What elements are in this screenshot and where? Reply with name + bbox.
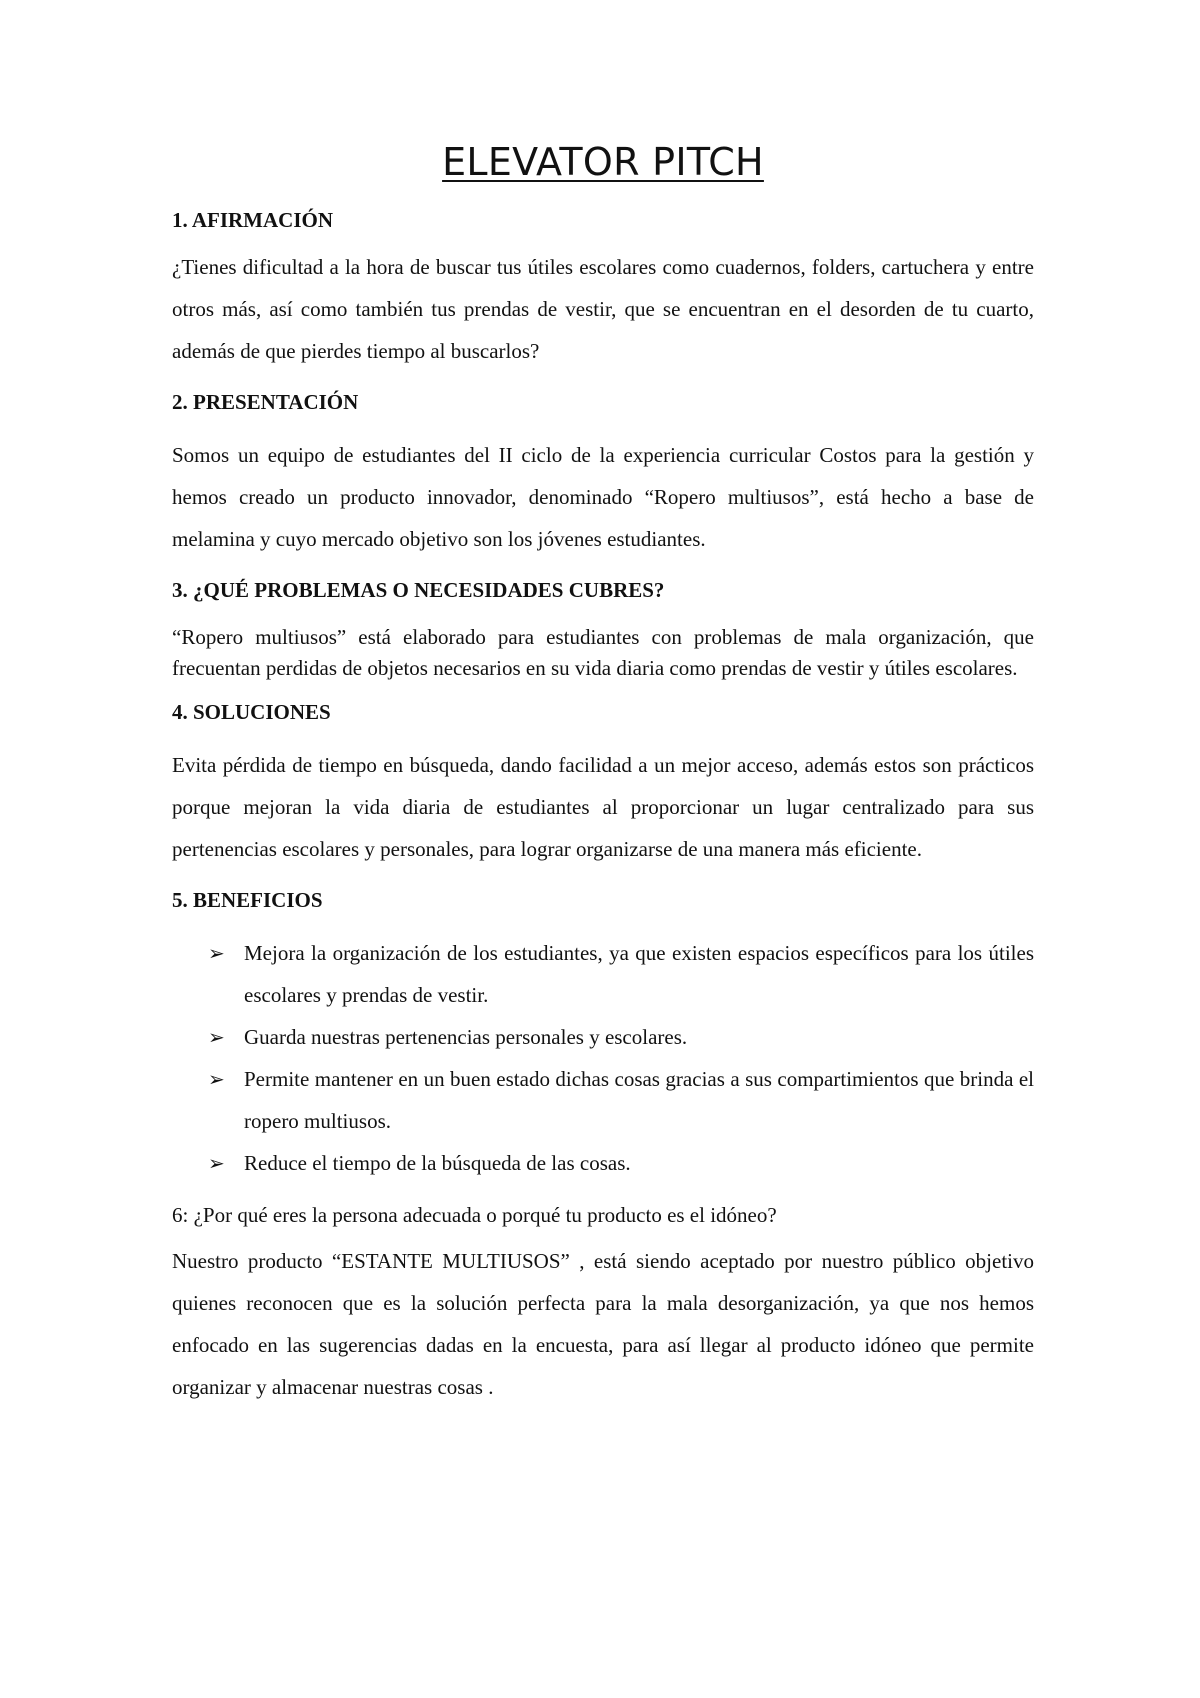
list-item-text: Permite mantener en un buen estado dichas cosas gracias a sus compartimientos que brinda el ropero multiusos. (244, 1067, 1034, 1133)
list-item (172, 932, 1034, 1016)
section-heading-soluciones: 4. SOLUCIONES (172, 700, 331, 724)
arrow-bullet-icon: ➢ (208, 1067, 225, 1091)
arrow-bullet-icon: ➢ (208, 941, 225, 965)
document-title: ELEVATOR PITCH (442, 140, 764, 184)
section-heading-beneficios: 5. BENEFICIOS (172, 888, 323, 912)
list-item (172, 1058, 1034, 1142)
section-text-afirmacion: ¿Tienes dificultad a la hora de buscar tus útiles escolares como cuadernos, folders, cartuchera y entre otros más, así como también tus prendas de vestir, que se encuentran en el desorden de tu cuarto, además de que pierdes tiempo al buscarlos? (172, 255, 1034, 363)
list-item (172, 1016, 1034, 1058)
section-heading-idoneo: 6: ¿Por qué eres la persona adecuada o porqué tu producto es el idóneo? (172, 1203, 777, 1227)
list-item (172, 1142, 1034, 1184)
list-item-text: Reduce el tiempo de la búsqueda de las cosas. (244, 1151, 631, 1175)
beneficios-list (172, 932, 1034, 1184)
document-body (172, 140, 1034, 1418)
list-item-text: Mejora la organización de los estudiantes, ya que existen espacios específicos para los útiles escolares y prendas de vestir. (244, 941, 1034, 1007)
list-item-text: Guarda nuestras pertenencias personales y escolares. (244, 1025, 688, 1049)
section-heading-problemas: 3. ¿QUÉ PROBLEMAS O NECESIDADES CUBRES? (172, 578, 665, 602)
arrow-bullet-icon: ➢ (208, 1151, 225, 1175)
section-text-presentacion: Somos un equipo de estudiantes del II ciclo de la experiencia curricular Costos para la gestión y hemos creado un producto innovador, denominado “Ropero multiusos”, está hecho a base de melamina y cuyo mercado objetivo son los jóvenes estudiantes. (172, 443, 1034, 551)
section-heading-presentacion: 2. PRESENTACIÓN (172, 390, 359, 414)
arrow-bullet-icon: ➢ (208, 1025, 225, 1049)
section-text-idoneo: Nuestro producto “ESTANTE MULTIUSOS” , está siendo aceptado por nuestro público objetivo quienes reconocen que es la solución perfecta para la mala desorganización, ya que nos hemos enfocado en las sugerencias dadas en la encuesta, para así llegar al producto idóneo que permite organizar y almacenar nuestras cosas . (172, 1249, 1034, 1399)
section-text-soluciones: Evita pérdida de tiempo en búsqueda, dando facilidad a un mejor acceso, además estos son prácticos porque mejoran la vida diaria de estudiantes al proporcionar un lugar centralizado para sus pertenencias escolares y personales, para lograr organizarse de una manera más eficiente. (172, 753, 1034, 861)
section-text-problemas: “Ropero multiusos” está elaborado para estudiantes con problemas de mala organización, que frecuentan perdidas de objetos necesarios en su vida diaria como prendas de vestir y útiles escolares. (172, 625, 1034, 680)
section-heading-afirmacion: 1. AFIRMACIÓN (172, 208, 333, 232)
